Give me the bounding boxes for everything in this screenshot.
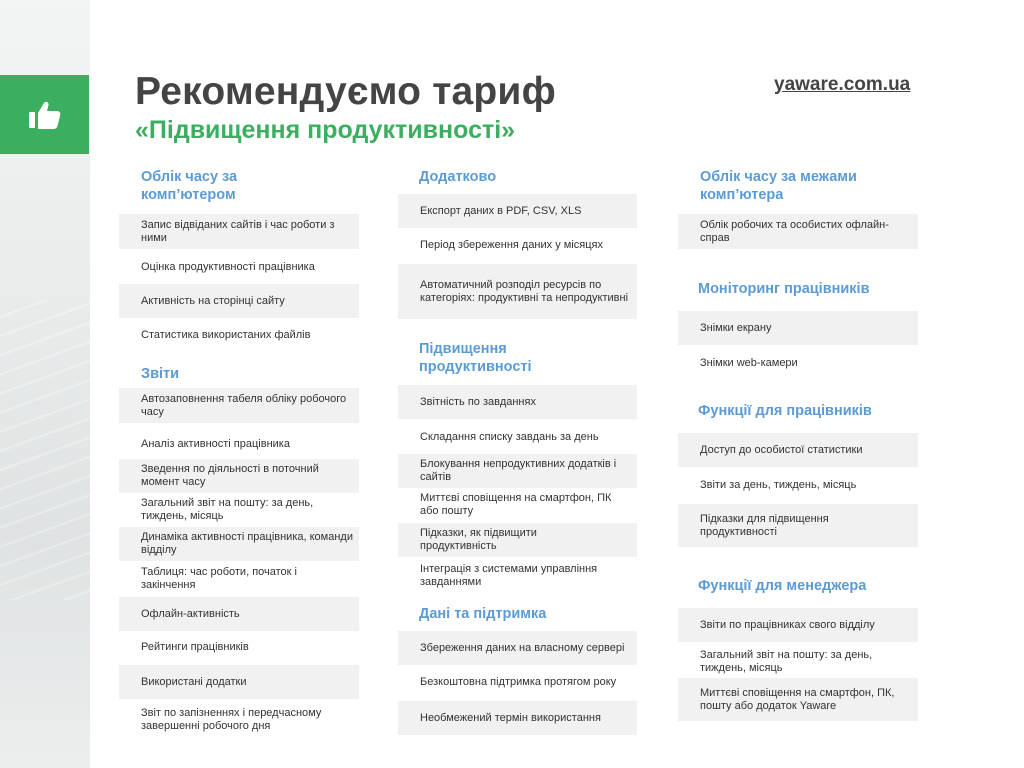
section-additional: Додатково — [419, 169, 497, 185]
feature-row: Доступ до особистої статистики — [678, 433, 918, 467]
feature-row: Звіт по запізненнях і передчасному завершенні робочого дня — [141, 707, 322, 732]
feature-row: Миттєві сповіщення на смартфон, ПК, пошту або додаток Yaware — [678, 678, 918, 721]
feature-row: Звітність по завданнях — [398, 385, 637, 419]
feature-row: Статистика використаних файлів — [141, 328, 311, 341]
feature-row: Підказки, як підвищити продуктивність — [398, 523, 637, 557]
thumbs-up-icon — [28, 100, 62, 130]
feature-row: Використані додатки — [119, 665, 359, 699]
feature-row: Автоматичний розподіл ресурсів по категоріях: продуктивні та непродуктивні — [398, 264, 637, 319]
section-employee-functions: Функції для працівників — [698, 403, 872, 419]
feature-row: Оцінка продуктивності працівника — [141, 260, 315, 273]
feature-row: Блокування непродуктивних додатків і сайтів — [398, 454, 637, 488]
feature-row: Експорт даних в PDF, CSV, XLS — [398, 194, 637, 228]
section-reports: Звіти — [141, 366, 180, 382]
feature-row: Запис відвіданих сайтів і час роботи з ними — [119, 214, 359, 249]
feature-row: Інтеграція з системами управління завданнями — [420, 563, 598, 588]
feature-row: Миттєві сповіщення на смартфон, ПК або пошту — [420, 492, 612, 517]
feature-row: Звіти за день, тиждень, місяць — [700, 478, 857, 491]
feature-row: Таблиця: час роботи, початок і закінчення — [141, 566, 297, 591]
feature-row: Збереження даних на власному сервері — [398, 631, 637, 665]
feature-row: Складання списку завдань за день — [420, 430, 599, 443]
section-employee-monitoring: Моніторинг працівників — [698, 281, 870, 297]
website-link[interactable]: yaware.com.ua — [774, 74, 911, 95]
recommend-badge — [0, 75, 89, 154]
section-productivity: Підвищення продуктивності — [419, 341, 532, 375]
page-title: Рекомендуємо тариф — [135, 70, 556, 113]
feature-row: Знімки web-камери — [700, 356, 798, 369]
section-manager-functions: Функції для менеджера — [698, 578, 867, 594]
feature-row: Зведення по діяльності в поточний момент часу — [119, 459, 359, 493]
feature-row: Автозаповнення табеля обліку робочого часу — [119, 388, 359, 423]
feature-row: Звіти по працівниках свого відділу — [678, 608, 918, 642]
plan-name: «Підвищення продуктивності» — [135, 116, 516, 144]
feature-row: Аналіз активності працівника — [141, 437, 290, 450]
section-offline-tracking: Облік часу за межами комп’ютера — [700, 169, 857, 203]
feature-row: Загальний звіт на пошту: за день, тиждень, місяць — [141, 497, 314, 522]
feature-row: Знімки екрану — [678, 311, 918, 345]
feature-row: Підказки для підвищення продуктивності — [678, 504, 918, 547]
feature-row: Офлайн-активність — [119, 597, 359, 631]
section-time-tracking: Облік часу за комп’ютером — [141, 169, 238, 203]
feature-row: Загальний звіт на пошту: за день, тиждень, місяць — [700, 648, 873, 674]
feature-row: Облік робочих та особистих офлайн-справ — [678, 214, 918, 249]
section-data-support: Дані та підтримка — [419, 606, 547, 622]
feature-row: Активність на сторінці сайту — [119, 284, 359, 318]
feature-row: Період збереження даних у місяцях — [420, 238, 603, 251]
feature-row: Необмежений термін використання — [398, 701, 637, 735]
feature-row: Динаміка активності працівника, команди відділу — [119, 527, 359, 561]
feature-row: Рейтинги працівників — [141, 640, 249, 653]
feature-row: Безкоштовна підтримка протягом року — [420, 675, 617, 688]
